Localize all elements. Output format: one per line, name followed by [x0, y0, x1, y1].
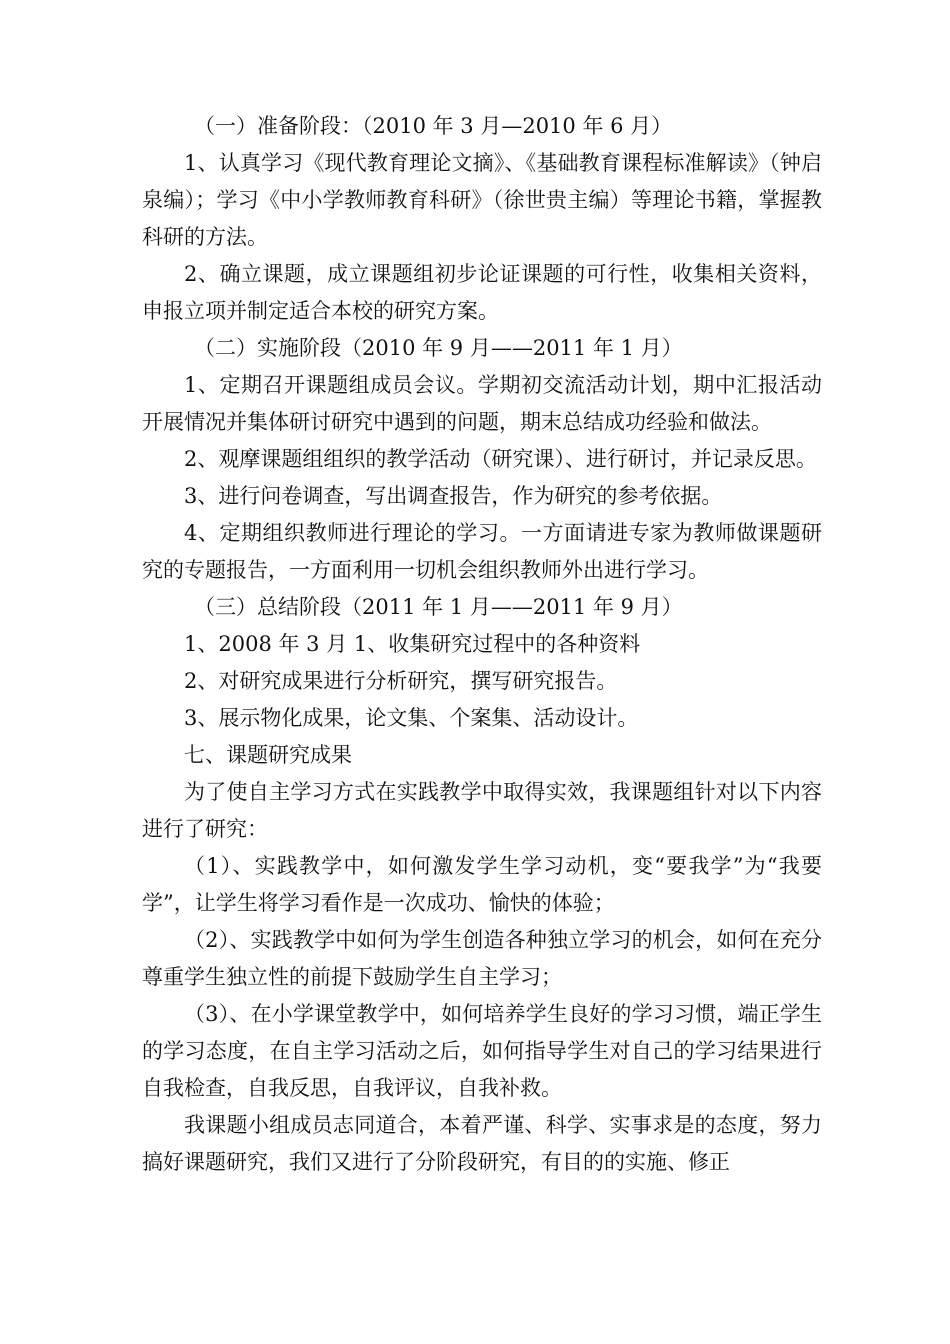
section-heading-results: 七、课题研究成果 — [184, 743, 352, 767]
stage-heading-summary: （三）总结阶段（2011 年 1 月——2011 年 9 月） — [194, 595, 683, 619]
paragraph: 3、展示物化成果，论文集、个案集、活动设计。 — [184, 706, 639, 730]
paragraph: 4、定期组织教师进行理论的学习。一方面请进专家为教师做课题研究的专题报告，一方面利用一切机会组织教师外出进行学习。 — [142, 521, 822, 582]
paragraph: 为了使自主学习方式在实践教学中取得实效，我课题组针对以下内容进行了研究： — [142, 780, 822, 841]
stage-heading-implement: （二）实施阶段（2010 年 9 月——2011 年 1 月） — [194, 336, 683, 360]
paragraph: 2、确立课题，成立课题组初步论证课题的可行性，收集相关资料，申报立项并制定适合本校的研究方案。 — [142, 262, 822, 323]
paragraph: （2）、实践教学中如何为学生创造各种独立学习的机会，如何在充分尊重学生独立性的前提下鼓励学生自主学习； — [142, 928, 822, 989]
paragraph: 1、2008 年 3 月 1、收集研究过程中的各种资料 — [184, 632, 641, 656]
paragraph: 3、进行问卷调查，写出调查报告，作为研究的参考依据。 — [184, 484, 723, 508]
paragraph: 2、对研究成果进行分析研究，撰写研究报告。 — [184, 669, 618, 693]
paragraph: 1、认真学习《现代教育理论文摘》、《基础教育课程标准解读》（钟启泉编）；学习《中小学教师教育科研》（徐世贵主编）等理论书籍，掌握教科研的方法。 — [142, 151, 822, 249]
stage-heading-prep: （一）准备阶段：（2010 年 3 月—2010 年 6 月） — [194, 114, 673, 138]
document-body — [142, 108, 822, 1181]
paragraph: （3）、在小学课堂教学中，如何培养学生良好的学习习惯，端正学生的学习态度，在自主学习活动之后，如何指导学生对自己的学习结果进行自我检查，自我反思，自我评议，自我补救。 — [142, 1002, 822, 1100]
paragraph: 2、观摩课题组组织的教学活动（研究课）、进行研讨，并记录反思。 — [184, 447, 817, 471]
paragraph: 1、定期召开课题组成员会议。学期初交流活动计划，期中汇报活动开展情况并集体研讨研究中遇到的问题，期末总结成功经验和做法。 — [142, 373, 822, 434]
paragraph: 我课题小组成员志同道合，本着严谨、科学、实事求是的态度，努力搞好课题研究，我们又进行了分阶段研究，有目的的实施、修正 — [142, 1113, 822, 1174]
paragraph: （1）、实践教学中，如何激发学生学习动机，变“要我学”为“我要学”，让学生将学习看作是一次成功、愉快的体验； — [142, 854, 822, 915]
